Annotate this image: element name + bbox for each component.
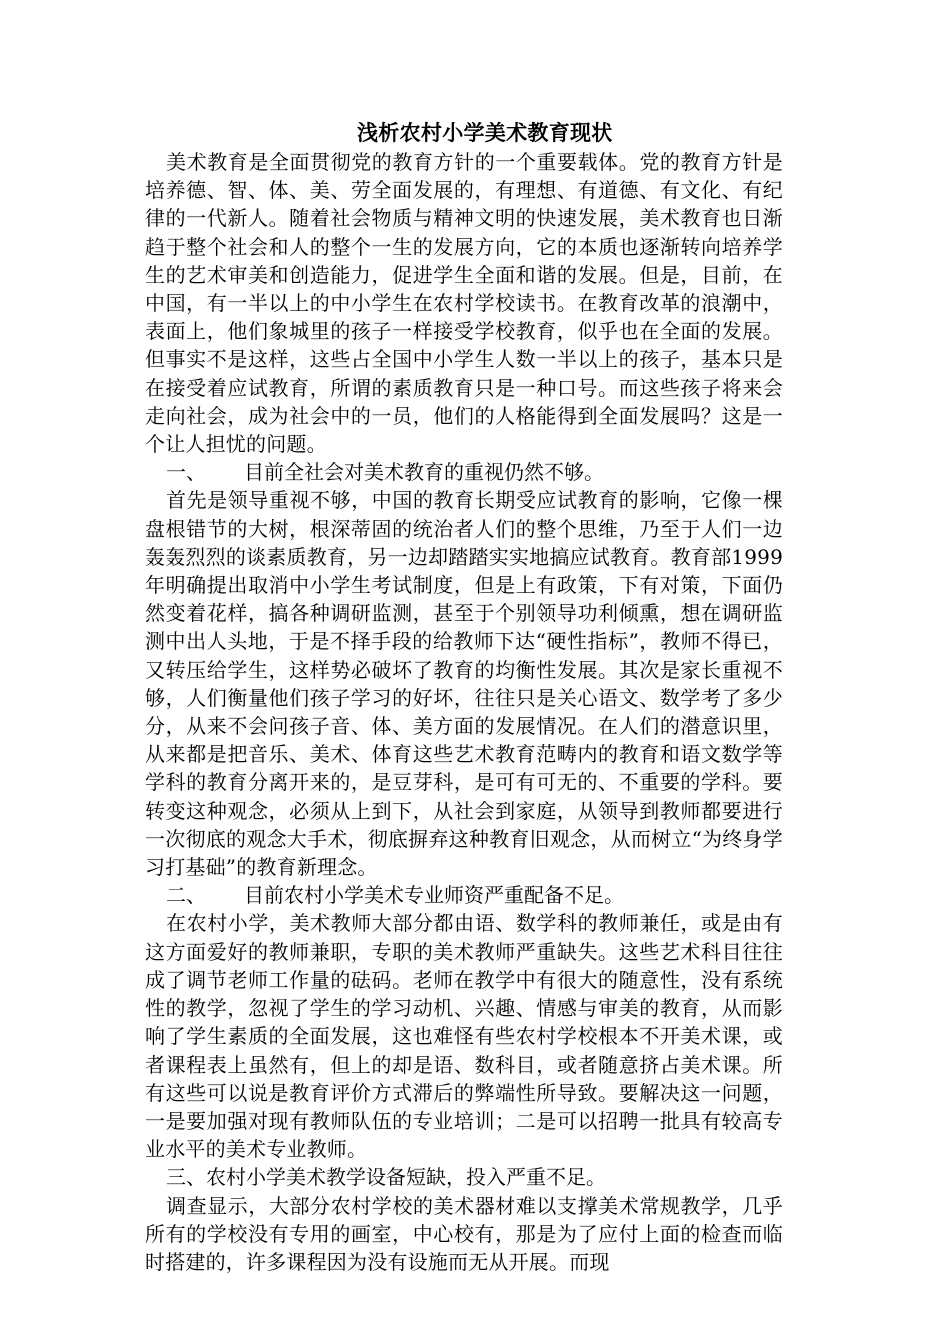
section-1-number: 一、 (166, 460, 206, 485)
section-2-paragraph: 在农村小学，美术教师大部分都由语、数学科的教师兼任，或是由有这方面爱好的教师兼职，专职的美术教师严重缺失。这些艺术科目往往成了调节老师工作量的砝码。老师在教学中有很大的随意性，没有系统性的教学，忽视了学生的学习动机、兴趣、情感与审美的教育，从而影响了学生素质的全面发展，这也难怪有些农村学校根本不开美术课，或者课程表上虽然有，但上的却是语、数科目，或者随意挤占美术课。所有这些可以说是教育评价方式滞后的弊端性所导致。要解决这一问题，一是要加强对现有教师队伍的专业培训；二是可以招聘一批具有较高专业水平的美术专业教师。 (145, 911, 783, 1162)
section-1-title: 目前全社会对美术教育的重视仍然不够。 (244, 460, 604, 485)
section-2-heading (145, 881, 783, 909)
section-3-paragraph: 调查显示，大部分农村学校的美术器材难以支撑美术常规教学，几乎所有的学校没有专用的画室，中心校有，那是为了应付上面的检查而临时搭建的，许多课程因为没有设施而无从开展。而现 (145, 1193, 783, 1274)
document-page (145, 118, 783, 1276)
section-3-heading: 三、农村小学美术教学设备短缺，投入严重不足。 (166, 1165, 606, 1190)
section-1-heading (145, 458, 783, 486)
section-2-title: 目前农村小学美术专业师资严重配备不足。 (244, 883, 624, 908)
section-1-paragraph: 首先是领导重视不够，中国的教育长期受应试教育的影响，它像一棵盘根错节的大树，根深蒂固的统治者人们的整个思维，乃至于人们一边轰轰烈烈的谈素质教育，另一边却踏踏实实地搞应试教育。教育部1999年明确提出取消中小学生考试制度，但是上有政策，下有对策，下面仍然变着花样，搞各种调研监测，甚至于个别领导功利倾熏，想在调研监测中出人头地，于是不择手段的给教师下达“硬性指标”，教师不得已，又转压给学生，这样势必破坏了教育的均衡性发展。其次是家长重视不够，人们衡量他们孩子学习的好坏，往往只是关心语文、数学考了多少分，从来不会问孩子音、体、美方面的发展情况。在人们的潜意识里，从来都是把音乐、美术、体育这些艺术教育范畴内的教育和语文数学等学科的教育分离开来的，是豆芽科，是可有可无的、不重要的学科。要转变这种观念，必须从上到下，从社会到家庭，从领导到教师都要进行一次彻底的观念大手术，彻底摒弃这种教育旧观念，从而树立“为终身学习打基础”的教育新理念。 (145, 488, 783, 880)
section-2-number: 二、 (166, 883, 206, 908)
document-title: 浅析农村小学美术教育现状 (357, 120, 613, 145)
intro-paragraph: 美术教育是全面贯彻党的教育方针的一个重要载体。党的教育方针是培养德、智、体、美、劳全面发展的，有理想、有道德、有文化、有纪律的一代新人。随着社会物质与精神文明的快速发展，美术教育也日渐趋于整个社会和人的整个一生的发展方向，它的本质也逐渐转向培养学生的艺术审美和创造能力，促进学生全面和谐的发展。但是，目前，在中国，有一半以上的中小学生在农村学校读书。在教育改革的浪潮中，表面上，他们象城里的孩子一样接受学校教育，似乎也在全面的发展。但事实不是这样，这些占全国中小学生人数一半以上的孩子，基本只是在接受着应试教育，所谓的素质教育只是一种口号。而这些孩子将来会走向社会，成为社会中的一员，他们的人格能得到全面发展吗？这是一个让人担忧的问题。 (145, 150, 783, 457)
